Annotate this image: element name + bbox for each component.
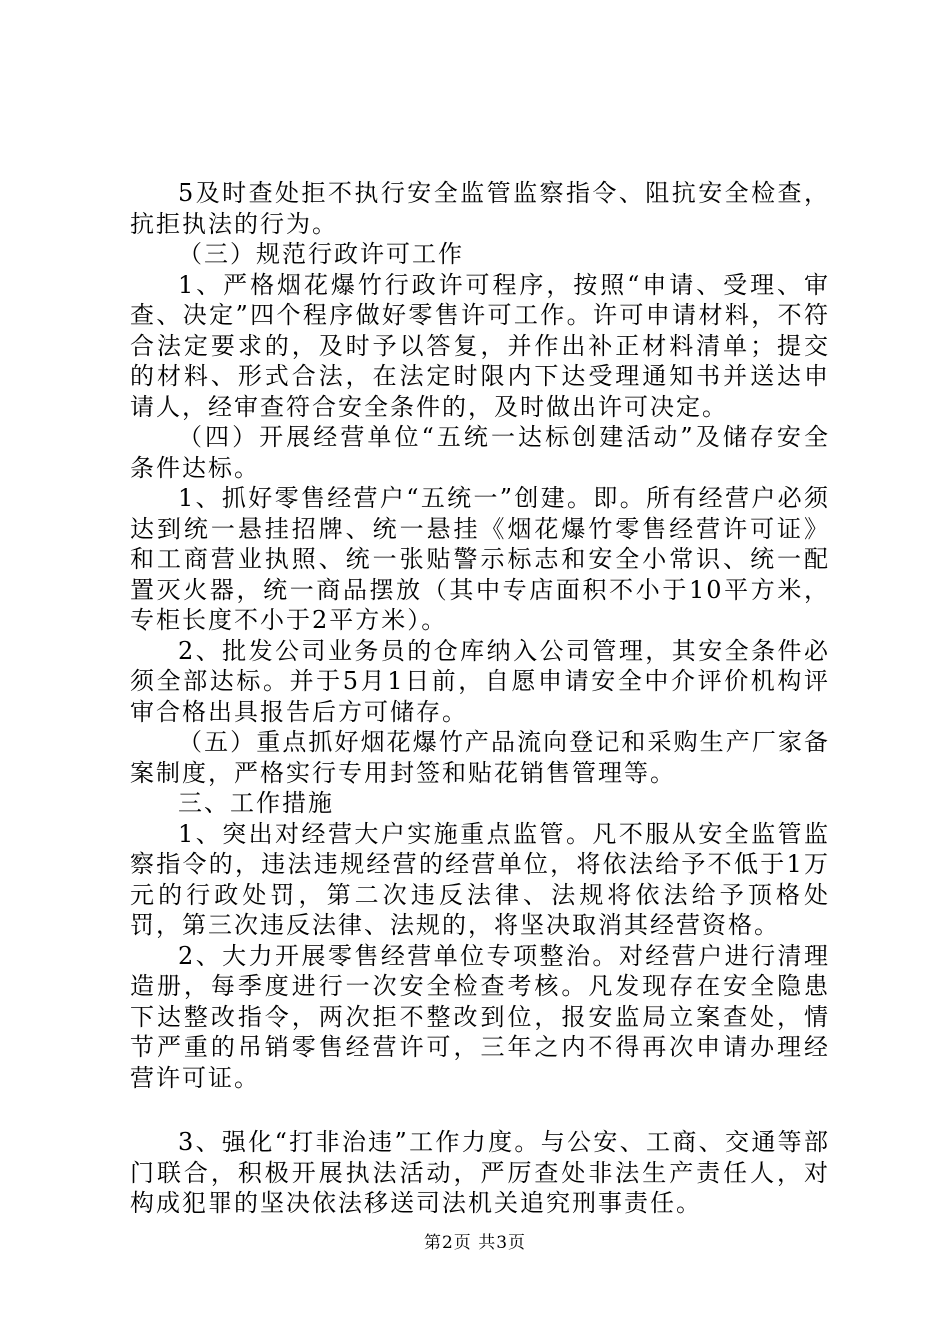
paragraph-five-unified: 1、抓好零售经营户“五统一”创建。即。所有经营户必须达到统一悬挂招牌、统一悬挂《烟花爆竹零售经营许可证》和工商营业执照、统一张贴警示标志和安全小常识、统一配置灭火器，统一商品摆放（其中专店面积不小于10平方米，专柜长度不小于2平方米）。 — [130, 484, 830, 634]
section-heading-4: （四）开展经营单位“五统一达标创建活动”及储存安全条件达标。 — [130, 423, 830, 482]
paragraph-license-procedure: 1、严格烟花爆竹行政许可程序，按照“申请、受理、审查、决定”四个程序做好零售许可工作。许可申请材料，不符合法定要求的，及时予以答复，并作出补正材料清单；提交的材料、形式合法，在法定时限内下达受理通知书并送达申请人，经审查符合安全条件的，及时做出许可决定。 — [130, 270, 830, 421]
document-body — [130, 178, 830, 1219]
paragraph-warehouse: 2、批发公司业务员的仓库纳入公司管理，其安全条件必须全部达标。并于5月1日前，自愿申请安全中介评价机构评审合格出具报告后方可储存。 — [130, 636, 830, 726]
paragraph-measure-1: 1、突出对经营大户实施重点监管。凡不服从安全监管监察指令的，违法违规经营的经营单位，将依法给予不低于1万元的行政处罚，第二次违反法律、法规将依法给予顶格处罚，第三次违反法律、法规的，将坚决取消其经营资格。 — [130, 819, 830, 939]
paragraph-item-5: 5及时查处拒不执行安全监管监察指令、阻抗安全检查，抗拒执法的行为。 — [130, 179, 830, 238]
chapter-heading-measures: 三、工作措施 — [178, 789, 334, 817]
page-number-footer: 第2页 共3页 — [423, 1233, 527, 1253]
paragraph-measure-3: 3、强化“打非治违”工作力度。与公安、工商、交通等部门联合，积极开展执法活动，严厉查处非法生产责任人，对构成犯罪的坚决依法移送司法机关追究刑事责任。 — [130, 1128, 830, 1217]
section-heading-5: （五）重点抓好烟花爆竹产品流向登记和采购生产厂家备案制度，严格实行专用封签和贴花销售管理等。 — [130, 728, 830, 787]
section-heading-3: （三）规范行政许可工作 — [178, 240, 464, 268]
paragraph-measure-2: 2、大力开展零售经营单位专项整治。对经营户进行清理造册，每季度进行一次安全检查考核。凡发现存在安全隐患下达整改指令，两次拒不整改到位，报安监局立案查处，情节严重的吊销零售经营许可，三年之内不得再次申请办理经营许可证。 — [130, 941, 830, 1092]
